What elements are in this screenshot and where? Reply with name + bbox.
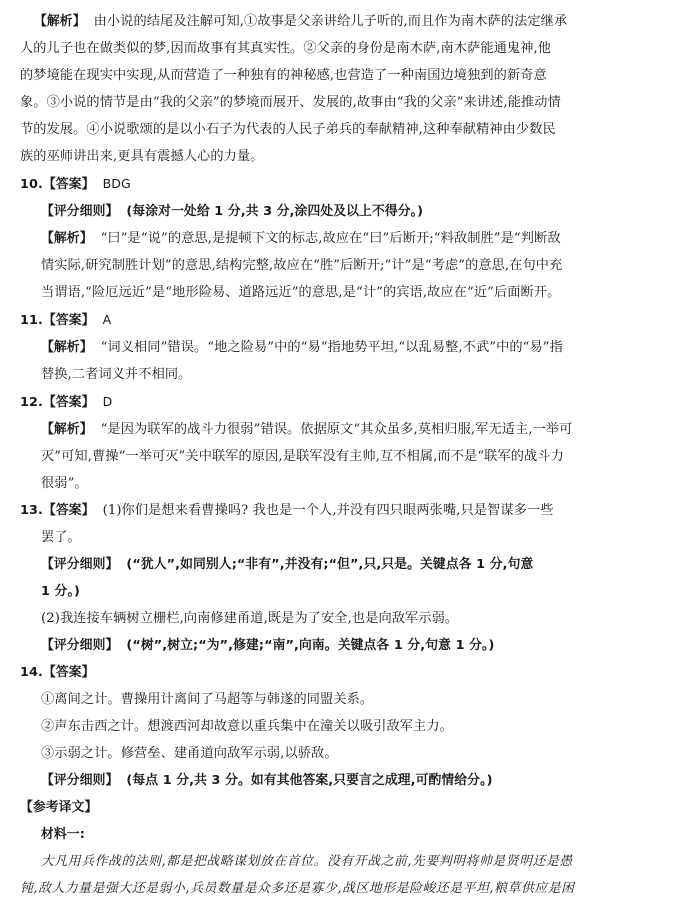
answer-value: D xyxy=(102,394,113,409)
q9-analysis xyxy=(20,8,674,170)
analysis-label: 【解析】 xyxy=(41,340,93,355)
answer-line xyxy=(20,306,674,334)
material-heading: 材料一: xyxy=(41,827,85,842)
answer-line xyxy=(20,659,674,686)
question-number: 10. xyxy=(20,177,43,192)
scoring-text: (每涂对一处给 1 分,共 3 分,涂四处及以上不得分。) xyxy=(126,204,424,219)
scoring-text: (“树”,树立;“为”,修建;“南”,向南。关键点各 1 分,句意 1 分。) xyxy=(126,638,495,653)
answer-label: 【答案】 xyxy=(42,503,95,518)
scoring-label: 【评分细则】 xyxy=(41,773,119,788)
q12-block xyxy=(20,388,674,497)
answer-line xyxy=(20,388,674,416)
answer-value: A xyxy=(102,312,112,327)
text-line: 族的巫师讲出来,更具有震撼人心的力量。 xyxy=(20,149,264,164)
answer-label: 【答案】 xyxy=(42,313,95,328)
translation-line: 钝,敌人力量是强大还是弱小,兵员数量是众多还是寡少,战区地形是险峻还是平坦,粮草供应是困 xyxy=(20,881,575,896)
answer-label: 【答案】 xyxy=(42,665,95,680)
text-line: 罢了。 xyxy=(41,530,81,545)
question-number: 14. xyxy=(20,665,43,680)
text-line: 【解析】 “是因为联军的战斗力很弱”错误。依据原文“其众虽多,莫相归服,军无适主,一举可 xyxy=(41,422,573,437)
text-line: 【解析】 “曰”是“说”的意思,是提顿下文的标志,故应在“曰”后断开;“料敌制胜”是“判断敌 xyxy=(41,231,561,246)
analysis-label: 【解析】 xyxy=(34,14,86,29)
text-line: 当谓语,“险厄远近”是“地形险易、道路远近”的意思,是“计”的宾语,故应在“近”后面断开。 xyxy=(41,285,561,300)
q11-block xyxy=(20,306,674,388)
q10-block xyxy=(20,170,674,306)
list-item: ③示弱之计。修营垒、建甬道向敌军示弱,以骄敌。 xyxy=(41,746,338,761)
text-line: 替换,二者词义并不相同。 xyxy=(41,367,192,382)
scoring-text: (“犹人”,如同别人;“非有”,并没有;“但”,只,只是。关键点各 1 分,句意 xyxy=(126,557,534,572)
answer-label: 【答案】 xyxy=(42,395,95,410)
scoring-text: 1 分。) xyxy=(41,584,80,599)
scoring-line xyxy=(20,198,674,225)
analysis-label: 【解析】 xyxy=(41,231,93,246)
text-line: 象。③小说的情节是由“我的父亲”的梦境而展开、发展的,故事由“我的父亲”来讲述,能推动情 xyxy=(20,95,561,110)
analysis-label: 【解析】 xyxy=(41,422,93,437)
q14-block xyxy=(20,659,674,794)
scoring-label: 【评分细则】 xyxy=(41,204,119,219)
question-number: 12. xyxy=(20,395,43,410)
list-item: ②声东击西之计。想渡西河却故意以重兵集中在潼关以吸引敌军主力。 xyxy=(41,719,453,734)
answer-label: 【答案】 xyxy=(42,177,95,192)
text-line: 节的发展。④小说歌颂的是以小石子为代表的人民子弟兵的奉献精神,这种奉献精神由少数民 xyxy=(20,122,556,137)
answer-line xyxy=(20,170,674,198)
q13-block xyxy=(20,497,674,659)
reference-translation xyxy=(20,794,674,902)
text-line: 【解析】 由小说的结尾及注解可知,①故事是父亲讲给儿子听的,而且作为南木萨的法定继承 xyxy=(34,14,568,29)
answer-line: 13.【答案】 (1)你们是想来看曹操吗? 我也是一个人,并没有四只眼两张嘴,只是智谋多一些 xyxy=(20,503,554,518)
question-number: 11. xyxy=(20,313,43,328)
translation-line: 大凡用兵作战的法则,都是把战略谋划放在首位。没有开战之前,先要判明将帅是贤明还是愚 xyxy=(41,854,573,869)
text-line: (2)我连接车辆树立栅栏,向南修建甬道,既是为了安全,也是向敌军示弱。 xyxy=(41,611,459,626)
text-line: 【解析】 “词义相同”错误。“地之险易”中的“易”指地势平坦,“以乱易整,不武”中的“易”指 xyxy=(41,340,563,355)
translation-heading xyxy=(20,794,674,821)
scoring-line xyxy=(20,767,674,794)
list-item: ①离间之计。曹操用计离间了马超等与韩遂的同盟关系。 xyxy=(41,692,374,707)
scoring-line xyxy=(20,551,674,578)
scoring-label: 【评分细则】 xyxy=(41,638,119,653)
scoring-label: 【评分细则】 xyxy=(41,557,119,572)
answer-value: BDG xyxy=(102,176,131,191)
translation-label: 【参考译文】 xyxy=(20,800,98,815)
scoring-text: (每点 1 分,共 3 分。如有其他答案,只要言之成理,可酌情给分。) xyxy=(126,773,493,788)
question-number: 13. xyxy=(20,503,43,518)
text-line: 灭”可知,曹操“一举可灭”关中联军的原因,是联军没有主帅,互不相属,而不是“联军的战斗力 xyxy=(41,449,564,464)
text-line: 的梦境能在现实中实现,从而营造了一种独有的神秘感,也营造了一种南国边境独到的新奇意 xyxy=(20,68,547,83)
text-line: 很弱”。 xyxy=(41,476,88,491)
text-line: 人的儿子也在做类似的梦,因而故事有其真实性。②父亲的身份是南木萨,南木萨能通鬼神,他 xyxy=(20,41,552,56)
scoring-line xyxy=(20,632,674,659)
text-line: 情实际,研究制胜计划”的意思,结构完整,故应在“胜”后断开;“计”是“考虑”的意思,在句中充 xyxy=(41,258,563,273)
